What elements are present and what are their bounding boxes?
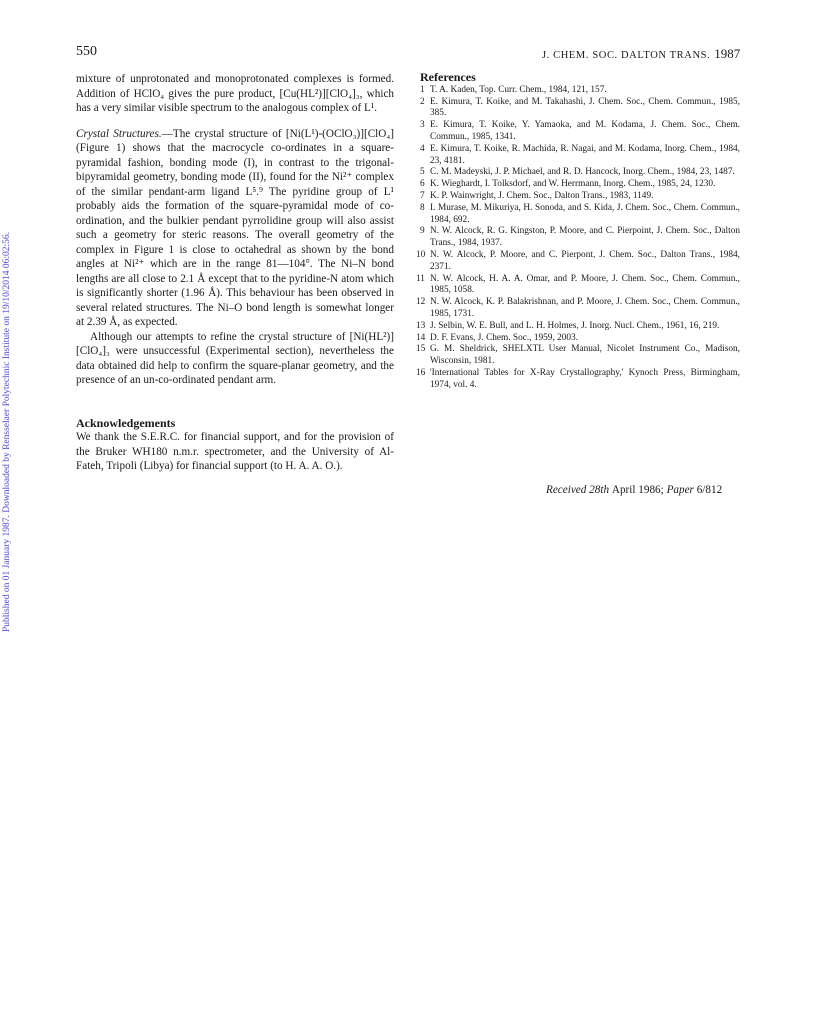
reference-text: N. W. Alcock, K. P. Balakrishnan, and P. Moore, J. Chem. Soc., Chem. Commun., 1985, 1731. (430, 297, 740, 319)
reference-text: 'International Tables for X-Ray Crystallography,' Kynoch Press, Birmingham, 1974, vol. 4. (430, 367, 740, 390)
reference-text: J. Selbin, W. E. Bull, and L. H. Holmes, J. Inorg. Nucl. Chem., 1961, 16, 219. (430, 320, 720, 331)
left-column (76, 72, 394, 474)
reference-number: 7 (420, 190, 425, 201)
download-watermark: Published on 01 January 1987. Downloaded by Rensselaer Polytechnic Institute on 19/10/2014 06:02:56. (2, 231, 12, 632)
reference-text: E. Kimura, T. Koike, and M. Takahashi, J. Chem. Soc., Chem. Commun., 1985, 385. (430, 96, 740, 119)
references-list (416, 84, 740, 392)
reference-number: 3 (420, 120, 425, 131)
reference-text: D. F. Evans, J. Chem. Soc., 1959, 2003. (430, 332, 579, 343)
paper-label: Paper (666, 484, 694, 496)
reference-item (420, 179, 740, 191)
reference-text: E. Kimura, T. Koike, Y. Yamaoka, and M. Kodama, J. Chem. Soc., Chem. Commun., 1985, 1341. (430, 120, 740, 142)
reference-number: 9 (420, 226, 425, 237)
reference-number: 6 (420, 179, 425, 190)
acknowledgements-heading: Acknowledgements (76, 415, 176, 430)
references-heading: References (420, 70, 476, 84)
received-label: Received (546, 484, 587, 496)
reference-number: 10 (416, 249, 426, 260)
paragraph-crystal-structures (76, 127, 394, 330)
reference-item (420, 97, 740, 121)
reference-text: E. Kimura, T. Koike, R. Machida, R. Nagai, and M. Kodama, Inorg. Chem., 1984, 23, 4181. (430, 143, 740, 166)
reference-number: 2 (420, 96, 425, 107)
reference-text: G. M. Sheldrick, SHELXTL User Manual, Nicolet Instrument Co., Madison, Wisconsin, 1981. (430, 344, 740, 367)
reference-number: 5 (420, 167, 425, 178)
journal-year: 1987 (714, 46, 741, 61)
reference-text: C. M. Madeyski, J. P. Michael, and R. D. Hancock, Inorg. Chem., 1984, 23, 1487. (430, 167, 735, 178)
reference-item (416, 273, 740, 298)
paper-number: 6/812 (696, 484, 723, 496)
reference-number: 4 (420, 143, 425, 154)
page-number: 550 (76, 44, 97, 59)
reference-item (420, 144, 740, 168)
reference-number: 11 (416, 273, 425, 284)
reference-number: 16 (416, 367, 426, 378)
reference-number: 14 (416, 332, 426, 343)
paragraph-refinement: Although our attempts to refine the crystal structure of [Ni(HL²)][ClO₄]₃ were unsuccessful (Experimental section), nevertheless the data obtained did help to confirm the square-planar geometry, and the presence of an un-co-ordinated pendant arm. (76, 330, 394, 386)
journal-title: J. CHEM. SOC. DALTON TRANS. (542, 50, 711, 61)
reference-item (416, 320, 740, 333)
received-line (546, 484, 722, 496)
paragraph-intro: mixture of unprotonated and monoprotonated complexes is formed. Addition of HClO₄ gives the pure product, [Cu(HL²)][ClO₄]₃, which has a very similar visible spectrum to the analogous complex of L¹. (76, 73, 394, 114)
reference-item (416, 367, 740, 392)
reference-item (420, 167, 740, 179)
reference-item (420, 85, 740, 97)
reference-number: 15 (416, 344, 426, 355)
reference-number: 1 (420, 84, 425, 95)
reference-item (420, 226, 740, 250)
reference-number: 13 (416, 320, 426, 331)
reference-item (420, 203, 740, 227)
reference-text: K. P. Wainwright, J. Chem. Soc., Dalton Trans., 1983, 1149. (430, 190, 654, 201)
received-day: 28th (589, 484, 610, 496)
journal-header (542, 46, 740, 62)
reference-text: I. Murase, M. Mikuriya, H. Sonoda, and S. Kida, J. Chem. Soc., Chem. Commun., 1984, 692. (430, 202, 740, 225)
reference-text: T. A. Kaden, Top. Curr. Chem., 1984, 121, 157. (430, 84, 607, 95)
reference-text: N. W. Alcock, P. Moore, and C. Pierpont, J. Chem. Soc., Dalton Trans., 1984, 2371. (430, 249, 740, 272)
reference-number: 12 (416, 297, 426, 308)
reference-item (416, 332, 740, 345)
reference-number: 8 (420, 202, 425, 213)
section-heading-crystal-structures: Crystal Structures. (76, 127, 162, 140)
reference-text: K. Wieghardt, I. Tolksdorf, and W. Herrmann, Inorg. Chem., 1985, 24, 1230. (430, 179, 716, 190)
reference-item (416, 344, 740, 368)
reference-item (420, 120, 740, 144)
received-date: April 1986; (611, 484, 664, 496)
reference-item (416, 297, 740, 321)
reference-item (416, 249, 740, 274)
reference-item (420, 191, 740, 203)
reference-text: N. W. Alcock, R. G. Kingston, P. Moore, and C. Pierpoint, J. Chem. Soc., Dalton Trans., 1984, 1937. (430, 226, 740, 249)
reference-text: N. W. Alcock, H. A. A. Omar, and P. Moore, J. Chem. Soc., Chem. Commun., 1985, 1058. (430, 273, 740, 296)
acknowledgements-text: We thank the S.E.R.C. for financial support, and for the provision of the Bruker WH180 n.m.r. spectrometer, and the University of Al-Fateh, Tripoli (Libya) for financial support (to H. A. A. O.). (76, 431, 394, 472)
references-section (416, 70, 740, 392)
crystal-structures-text: —The crystal structure of [Ni(L¹)-(OClO₃)][ClO₄] (Figure 1) shows that the macrocycle co-ordinates in a square-pyramidal fashion, bonding mode (I), in contrast to the trigonal-bipyramidal geometry, bonding mode (II), found for the Ni²⁺ complex of the similar pendant-arm ligand L⁵.⁹ The pyridine group of L¹ probably aids the formation of the square-pyramidal mode of co-ordination, and the bulkier pendant pyrrolidine group will also assist such a geometry for steric reasons. The overall geometry of the complex in Figure 1 is close to octahedral as shown by the bond angles at Ni²⁺ which are in the range 81—104°. The Ni–N bond lengths are all close to 2.1 Å except that to the pyridine-N atom which is significantly shorter (1.96 Å). This behaviour has been observed in several related structures. The Ni–O bond length is somewhat longer at 2.39 Å, as expected. (76, 127, 394, 328)
